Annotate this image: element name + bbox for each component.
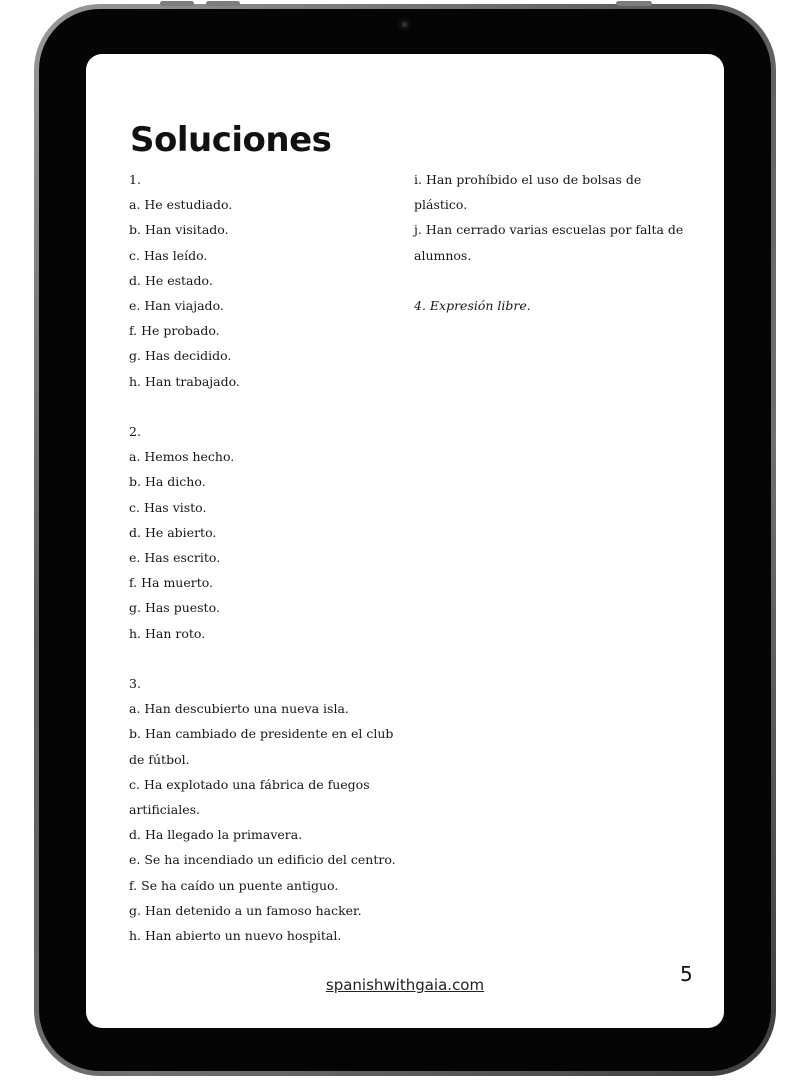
answer-line: 1. [129,172,141,187]
power-button [616,1,652,6]
section-spacer [414,268,684,293]
answer-line: a. He estudiado. [129,197,233,213]
answer-line: 4. Expresión libre. [414,298,531,313]
page-number: 5 [680,962,693,986]
answer-line: h. Han abierto un nuevo hospital. [129,928,342,944]
volume-up-button [160,1,194,6]
document-page [86,54,724,1028]
answer-line: a. Han descubierto una nueva isla. [129,701,349,717]
answer-line: e. Han viajado. [129,298,224,314]
answer-line: alumnos. [414,247,472,263]
footer-website-link[interactable]: spanishwithgaia.com [325,976,485,994]
answer-line: c. Ha explotado una fábrica de fuegos [129,776,370,792]
answer-line: b. Han visitado. [129,222,229,238]
left-answer-column [129,167,429,948]
right-answer-column [414,167,684,318]
volume-down-button [206,1,240,6]
answer-line: f. Se ha caído un puente antiguo. [129,877,339,893]
answer-line: g. Has decidido. [129,348,232,364]
answer-line: b. Ha dicho. [129,474,206,490]
answer-line: artificiales. [129,802,201,818]
answer-line: e. Se ha incendiado un edificio del centro. [129,852,396,868]
answer-line: 3. [129,676,141,692]
answer-line: de fútbol. [129,751,190,767]
answer-line: c. Has visto. [129,499,207,515]
section-spacer [129,394,429,419]
answer-line: d. He estado. [129,272,213,288]
page-title: Soluciones [130,120,332,160]
answer-line: plástico. [414,197,468,213]
answer-line: d. He abierto. [129,524,217,540]
answer-line: f. He probado. [129,323,220,339]
front-camera-icon [398,18,411,31]
answer-line: j. Han cerrado varias escuelas por falta de [414,222,684,238]
answer-line: h. Han trabajado. [129,373,240,389]
answer-line: c. Has leído. [129,247,208,263]
answer-line: f. Ha muerto. [129,575,214,591]
answer-line: g. Has puesto. [129,600,220,616]
section-spacer [129,646,429,671]
answer-line: i. Han prohíbido el uso de bolsas de [414,172,642,187]
answer-line: 2. [129,424,141,440]
answer-line: a. Hemos hecho. [129,449,235,465]
answer-line: h. Han roto. [129,625,206,641]
answer-line: g. Han detenido a un famoso hacker. [129,902,362,918]
answer-line: d. Ha llegado la primavera. [129,827,303,843]
answer-line: b. Han cambiado de presidente en el club [129,726,394,742]
answer-line: e. Has escrito. [129,550,221,566]
